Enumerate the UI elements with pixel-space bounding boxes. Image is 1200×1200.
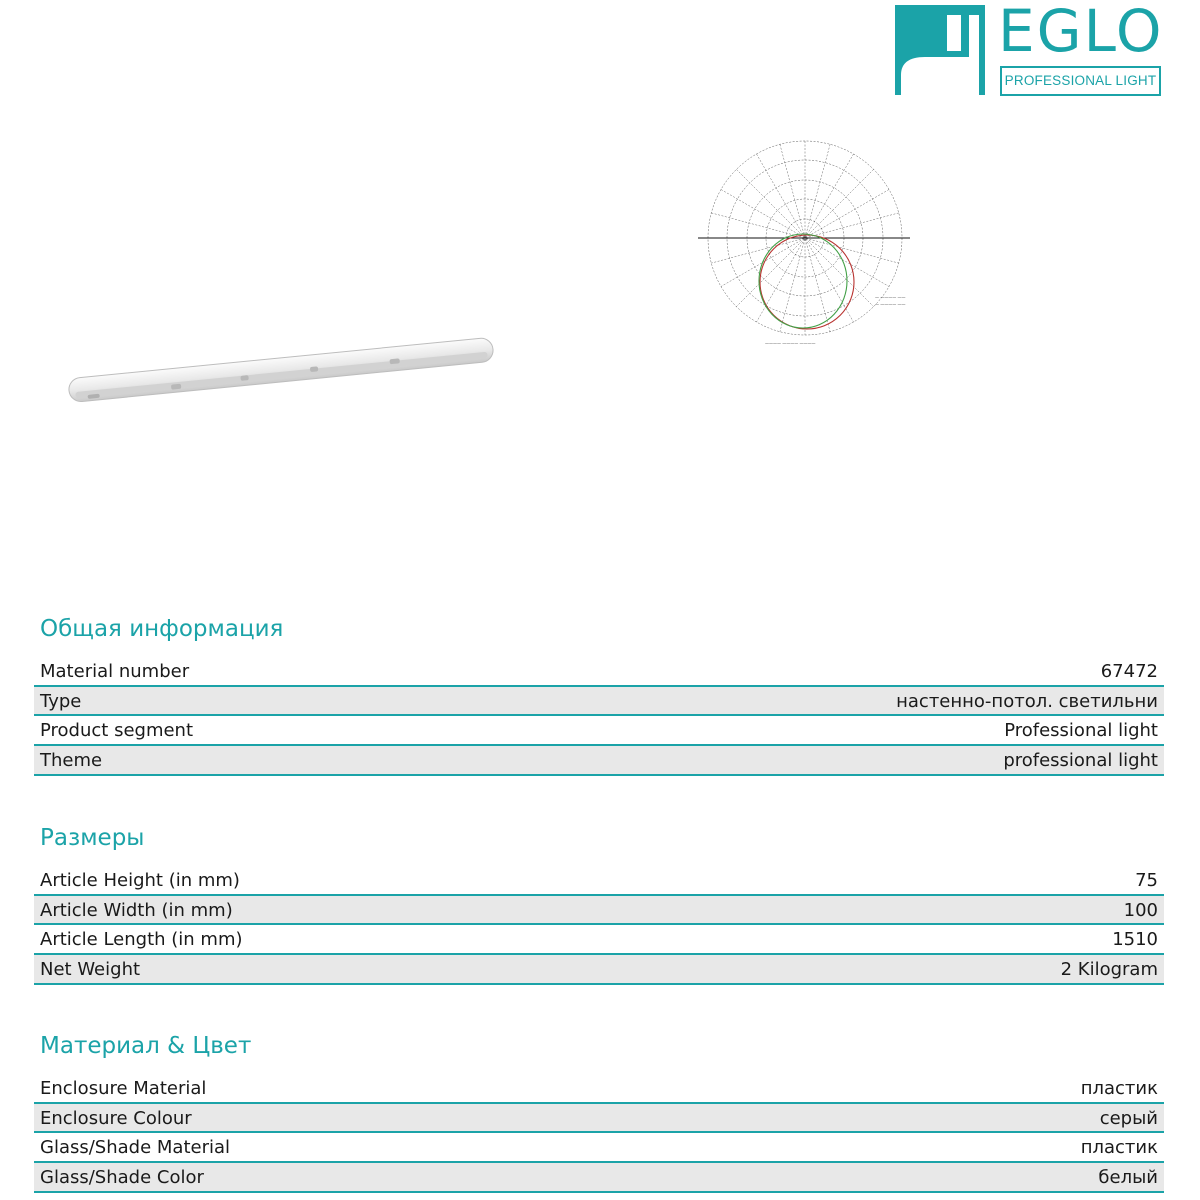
table-row — [34, 687, 1164, 717]
table-row — [34, 716, 1164, 746]
spec-table-dimensions — [34, 866, 1164, 985]
spec-value: 2 Kilogram — [1060, 959, 1158, 981]
photometric-diagram — [695, 138, 925, 353]
spec-table-material-colour — [34, 1074, 1164, 1193]
spec-value: 75 — [1135, 870, 1158, 891]
eglo-logo-icon — [895, 5, 985, 95]
spec-key: Article Width (in mm) — [40, 899, 233, 921]
table-row — [34, 1163, 1164, 1193]
spec-key: Article Length (in mm) — [40, 929, 243, 951]
brand-name: EGLO — [998, 0, 1164, 65]
brand-logo — [895, 0, 1165, 97]
product-image — [60, 320, 500, 420]
spec-key: Enclosure Colour — [40, 1107, 192, 1129]
spec-key: Net Weight — [40, 959, 141, 981]
spec-value: пластик — [1080, 1137, 1158, 1159]
spec-value: professional light — [1003, 750, 1158, 772]
spec-value: 100 — [1123, 899, 1158, 921]
spec-value: настенно-потол. светильни — [896, 690, 1158, 712]
spec-key: Glass/Shade Color — [40, 1167, 204, 1189]
svg-text:— ———— ——: — ———— —— — [875, 302, 906, 307]
spec-key: Article Height (in mm) — [40, 870, 240, 891]
spec-key: Material number — [40, 661, 190, 682]
table-row — [34, 955, 1164, 985]
section-title-dimensions: Размеры — [40, 825, 145, 851]
spec-value: пластик — [1080, 1078, 1158, 1099]
spec-key: Enclosure Material — [40, 1078, 207, 1099]
table-row — [34, 925, 1164, 955]
table-row — [34, 1104, 1164, 1134]
table-row — [34, 866, 1164, 896]
spec-value: 67472 — [1100, 661, 1158, 682]
spec-table-general — [34, 657, 1164, 776]
spec-key: Theme — [40, 750, 103, 772]
spec-key: Type — [40, 690, 82, 712]
svg-text:— ———— ——: — ———— —— — [875, 295, 906, 300]
spec-value: 1510 — [1112, 929, 1158, 951]
section-title-general: Общая информация — [40, 616, 284, 642]
brand-tagline: PROFESSIONAL LIGHT — [1000, 66, 1161, 96]
spec-key: Glass/Shade Material — [40, 1137, 231, 1159]
table-row — [34, 896, 1164, 926]
table-row — [34, 746, 1164, 776]
spec-value: белый — [1098, 1167, 1158, 1189]
spec-key: Product segment — [40, 720, 194, 742]
spec-value: Professional light — [1004, 720, 1158, 742]
section-title-material-colour: Материал & Цвет — [40, 1033, 252, 1059]
table-row — [34, 1074, 1164, 1104]
svg-text:———— ———— ————: ———— ———— ———— — [765, 341, 816, 346]
table-row — [34, 657, 1164, 687]
table-row — [34, 1133, 1164, 1163]
spec-value: серый — [1099, 1107, 1158, 1129]
